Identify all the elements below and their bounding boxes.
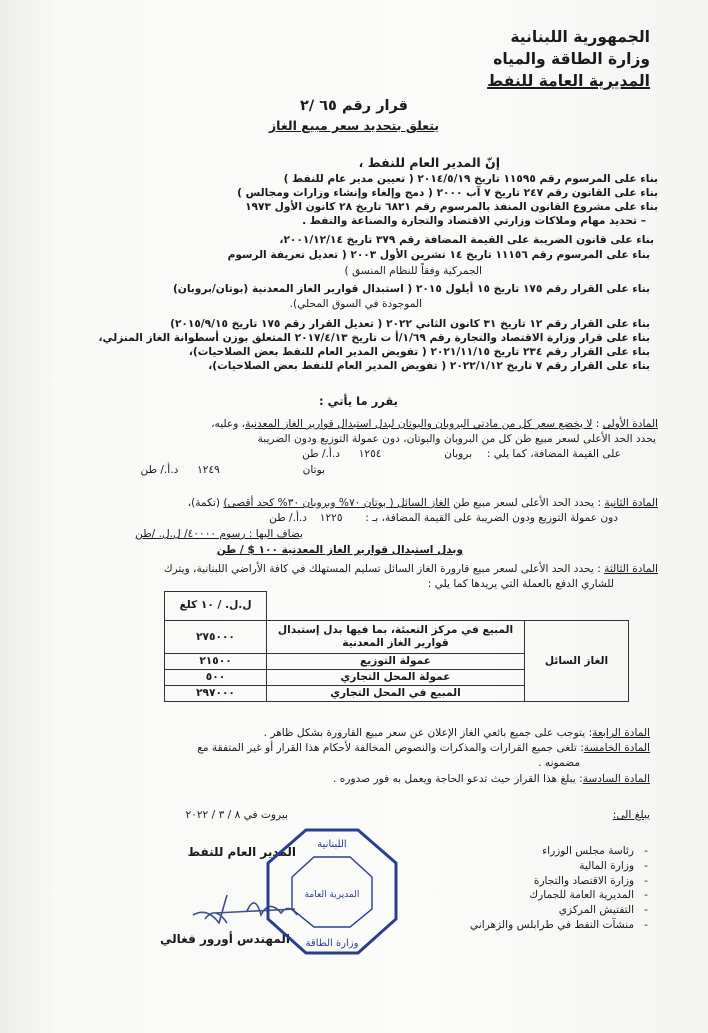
article-2-cylinder-fee: وبدل استبدال قوارير الغاز المعدنية ١٠٠ $ / طن xyxy=(216,544,463,556)
signer-name: المهندس أورور فغالي xyxy=(160,932,290,946)
stamp-bottom-text: وزارة الطاقة xyxy=(305,938,359,949)
article-2-price-value: ١٢٢٥ xyxy=(319,512,343,524)
header-ministry: وزارة الطاقة والمياه xyxy=(493,50,650,68)
article-5-line2: مضمونه . xyxy=(538,757,580,769)
article-2-tail: (تكمة)، xyxy=(187,497,224,509)
distribution-list xyxy=(470,844,648,933)
article-4-text: يتوجب على جميع بائعي الغاز الإعلان عن سعر مبيع القارورة بشكل ظاهر . xyxy=(263,727,586,739)
decision-title xyxy=(0,96,708,136)
preamble-item: الجمركية وفقاً للنظام المنسق ) xyxy=(344,265,482,277)
table-product-cell: الغاز السائل xyxy=(525,621,629,702)
article-4-label: المادة الرابعة xyxy=(592,727,650,739)
table-value-cell: ٢٧٥٠٠٠ xyxy=(165,621,267,654)
article-5-text: تلغى جميع القرارات والمذكرات والنصوص المخالفة لأحكام هذا القرار أو غير المتفقة مع xyxy=(197,742,577,754)
table-row xyxy=(165,621,629,654)
article-5: المادة الخامسة: تلغى جميع القرارات والمذكرات والنصوص المخالفة لأحكام هذا القرار أو غير المتفقة مع xyxy=(197,742,650,754)
distribution-label: يبلغ الى: xyxy=(612,809,650,821)
distribution-item: - وزارة المالية xyxy=(579,859,648,872)
place-date: بيروت في ٨ / ٣ / ٢٠٢٢ xyxy=(185,809,288,821)
preamble-item: بناء على المرسوم رقم ١١٥٩٥ تاريخ ٢٠١٤/٥/١٩ ( تعيين مدير عام للنفط ) xyxy=(283,173,658,185)
header-directorate: المديرية العامة للنفط xyxy=(487,72,650,90)
article-2-price-unit: د.أ./ طن xyxy=(269,512,307,524)
preamble-item: بناء على القرار رقم ١٧٥ تاريخ ١٥ أيلول ٢٠١٥ ( استبدال قوارير الغاز المعدنية (بوتان/بروبان) xyxy=(172,283,650,295)
article-6: المادة السادسة: يبلغ هذا القرار حيث تدعو الحاجة ويعمل به فور صدوره . xyxy=(333,773,650,785)
article-2-fees: يضاف اليها : رسوم ٤٠٠٠٠/ ل.ل. /طن xyxy=(135,528,303,540)
table-value-cell: ٥٠٠ xyxy=(165,670,267,686)
table-item-cell: عمولة المحل التجاري xyxy=(267,670,525,686)
article-6-label: المادة السادسة xyxy=(582,773,650,785)
article-2-line2-text: دون عمولة التوزيع ودون الضريبة على القيمة المضافة، بـ : xyxy=(365,512,618,524)
price-unit-butane: د.أ./ طن xyxy=(140,464,179,476)
price-product-propane: بروبان xyxy=(444,448,473,460)
preamble-item: بناء على المرسوم رقم ١١١٥٦ تاريخ ١٤ تشرين الأول ٢٠٠٣ ( تعديل تعريفة الرسوم xyxy=(227,249,650,261)
preamble-item: بناء على القرار رقم ٢٣٤ تاريخ ٢٠٢١/١١/١٥ ( تفويض المدير العام للنفط بعض الصلاحيات)، xyxy=(188,346,650,358)
preamble-item: بناء على القرار رقم ٧ تاريخ ٢٠٢٢/١/١٢ ( تفويض المدير العام للنفط بعض الصلاحيات)، xyxy=(208,360,650,372)
distribution-item: - المديرية العامة للجمارك xyxy=(529,889,648,902)
article-2-text: يحدد الحد الأعلى لسعر مبيع طن xyxy=(449,497,595,509)
decision-number: قرار رقم ٦٥ /٢ xyxy=(299,98,409,114)
article-2-line1: المادة الثانية : يحدد الحد الأعلى لسعر مبيع طن الغاز السائل ( بوتان ٧٠% وبروبان ٣٠% كحد أقصى) (تكمة)، xyxy=(187,497,658,509)
distribution-item: - التفتيش المركزي xyxy=(558,904,648,917)
article-3-line2: للشاري الدفع بالعملة التي يريدها كما يلي : xyxy=(427,578,614,590)
official-stamp xyxy=(262,827,402,957)
preamble-item: – تحديد مهام وملاكات وزارتي الاقتصاد والتجارة والصناعة والنفط . xyxy=(302,215,646,227)
table-unit-header: ل.ل. / ١٠ كلغ xyxy=(164,591,267,621)
preamble-item: بناء على القرار رقم ١٢ تاريخ ٣١ كانون الثاني ٢٠٢٢ ( تعديل القرار رقم ١٧٥ تاريخ ٢٠١٥/٩/١٥) xyxy=(170,318,650,330)
preamble-item: بناء على القانون رقم ٢٤٧ تاريخ ٧ آب ٢٠٠٠ ( دمج وإلغاء وإنشاء وزارات ومجالس ) xyxy=(237,187,658,199)
article-2-line2 xyxy=(269,511,618,526)
article-1-tail: ، وعليه، xyxy=(211,418,246,430)
article-1-line1: المادة الأولى : لا يخضع سعر كل من مادتي البروبان والبوتان لبدل استبدال قوارير الغاز المعدنية، وعليه، xyxy=(211,418,658,430)
article-6-text: يبلغ هذا القرار حيث تدعو الحاجة ويعمل به فور صدوره . xyxy=(333,773,576,785)
preamble-intro: إنّ المدير العام للنفط ، xyxy=(358,155,500,170)
article-5-label: المادة الخامسة xyxy=(583,742,650,754)
article-1-butane-row xyxy=(141,463,326,478)
header-republic: الجمهورية اللبنانية xyxy=(510,28,650,46)
article-2-product: الغاز السائل ( بوتان ٧٠% وبروبان ٣٠% كحد أقصى) xyxy=(223,497,450,509)
distribution-item: - منشآت النفط في طرابلس والزهراني xyxy=(469,918,648,931)
stamp-inner-text: المديرية العامة xyxy=(304,890,360,900)
article-4: المادة الرابعة: يتوجب على جميع بائعي الغاز الإعلان عن سعر مبيع القارورة بشكل ظاهر . xyxy=(263,727,650,739)
article-1-label: المادة الأولى xyxy=(602,418,658,430)
letterhead xyxy=(390,26,650,92)
decision-subject: يتعلق بتحديد سعر مبيع الغاز xyxy=(268,118,440,133)
article-3-text: يحدد الحد الأعلى لسعر مبيع قارورة الغاز السائل تسليم المستهلك في كافة الأراضي اللبنانية، ويترك xyxy=(163,563,594,575)
price-value-propane: ١٢٥٤ xyxy=(358,448,382,460)
article-1-headline: لا يخضع سعر كل من مادتي البروبان والبوتان لبدل استبدال قوارير الغاز المعدنية xyxy=(245,418,593,430)
resolves-heading: يقرر ما يأتي : xyxy=(318,394,398,408)
article-1-line3-text: على القيمة المضافة، كما يلي : xyxy=(486,448,621,460)
article-3-label: المادة الثالثة xyxy=(604,563,658,575)
distribution-item: - رئاسة مجلس الوزراء xyxy=(542,845,648,857)
table-value-cell: ٢٩٧٠٠٠ xyxy=(165,686,267,702)
article-3-line1: المادة الثالثة : يحدد الحد الأعلى لسعر مبيع قارورة الغاز السائل تسليم المستهلك في كافة الأراضي اللبنانية، ويترك xyxy=(163,563,658,575)
table-item-cell: المبيع في مركز التعبئة، بما فيها بدل إستبدال قوارير الغاز المعدنية xyxy=(267,621,525,654)
price-unit-propane: د.أ./ طن xyxy=(302,448,340,460)
price-product-butane: بوتان xyxy=(302,464,325,476)
table-item-cell: المبيع في المحل التجاري xyxy=(267,686,525,702)
signer-title: المدير العام للنفط xyxy=(187,845,296,859)
article-2-label: المادة الثانية xyxy=(604,497,658,509)
distribution-item: - وزارة الاقتصاد والتجارة xyxy=(533,874,648,887)
stamp-top-text: اللبنانية xyxy=(317,839,347,850)
article-1-line3 xyxy=(302,447,621,462)
price-table xyxy=(164,620,629,702)
article-1-line2: يحدد الحد الأعلى لسعر مبيع طن كل من البروبان والبوتان، دون عمولة التوزيع ودون الضريبة xyxy=(257,433,656,445)
preamble-item: بناء على قانون الضريبة على القيمة المضافة رقم ٣٧٩ تاريخ ٢٠٠١/١٢/١٤، xyxy=(279,234,654,246)
preamble-item: بناء على مشروع القانون المنفذ بالمرسوم رقم ٦٨٢١ تاريخ ٢٨ كانون الأول ١٩٧٣ xyxy=(245,201,658,213)
table-item-cell: عمولة التوزيع xyxy=(267,654,525,670)
price-value-butane: ١٢٤٩ xyxy=(197,464,220,476)
table-value-cell: ٢١٥٠٠ xyxy=(165,654,267,670)
preamble-item: بناء على قرار وزارة الاقتصاد والتجارة رقم ١/٦٩/أ ت تاريخ ٢٠١٧/٤/١٣ المتعلق بوزن أسطوانة الغاز المنزلي، xyxy=(98,332,650,344)
preamble-item: الموجودة في السوق المحلي). xyxy=(289,298,422,310)
